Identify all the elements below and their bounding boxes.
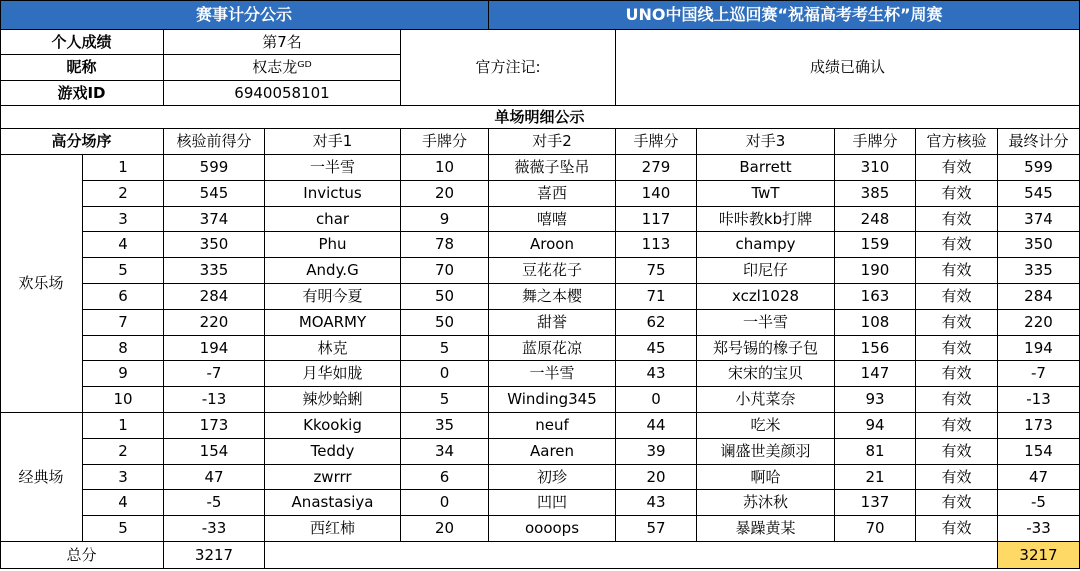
table-cell-round-no: 4	[83, 232, 164, 258]
table-cell-pre-score: 173	[164, 413, 265, 439]
table-cell-verify-status: 有效	[916, 336, 998, 361]
table-cell-hand-score1: 20	[401, 181, 489, 207]
table-cell-pre-score: -5	[164, 490, 265, 516]
table-cell-opponent3: 谰盛世美颜羽	[697, 439, 835, 465]
table-cell-hand-score2: 39	[616, 439, 697, 465]
table-cell-opponent2: 甜誉	[489, 310, 616, 336]
table-cell-pre-score: 220	[164, 310, 265, 336]
table-cell-final-score: -13	[998, 387, 1080, 413]
table-cell-hand-score3: 81	[835, 439, 916, 465]
table-cell-verify-status: 有效	[916, 413, 998, 439]
table-cell-opponent3: 啊哈	[697, 465, 835, 490]
table-cell-opponent1: Anastasiya	[265, 490, 401, 516]
table-cell-opponent2: 蓝原花凉	[489, 336, 616, 361]
total-spacer	[265, 542, 998, 569]
table-cell-final-score: -5	[998, 490, 1080, 516]
table-cell-pre-score: 284	[164, 284, 265, 310]
table-cell-hand-score3: 21	[835, 465, 916, 490]
game-id-label: 游戏ID	[0, 81, 164, 106]
table-cell-hand-score2: 62	[616, 310, 697, 336]
table-cell-opponent2: 初珍	[489, 465, 616, 490]
table-cell-hand-score1: 70	[401, 258, 489, 284]
table-cell-final-score: -7	[998, 361, 1080, 387]
table-cell-opponent2: 嘻嘻	[489, 207, 616, 232]
table-cell-round-no: 5	[83, 258, 164, 284]
table-cell-final-score: 599	[998, 155, 1080, 181]
table-cell-opponent2: Aaren	[489, 439, 616, 465]
table-cell-hand-score3: 190	[835, 258, 916, 284]
hand3-header: 手牌分	[835, 129, 916, 155]
table-cell-opponent1: MOARMY	[265, 310, 401, 336]
table-cell-final-score: 350	[998, 232, 1080, 258]
table-cell-opponent1: char	[265, 207, 401, 232]
table-cell-opponent2: 豆花花子	[489, 258, 616, 284]
table-cell-hand-score2: 43	[616, 361, 697, 387]
table-cell-opponent2: 凹凹	[489, 490, 616, 516]
group-label-classic: 经典场	[0, 413, 83, 542]
table-cell-opponent2: 一半雪	[489, 361, 616, 387]
table-cell-opponent3: TwT	[697, 181, 835, 207]
table-cell-opponent3: 暴躁黄某	[697, 516, 835, 542]
table-cell-verify-status: 有效	[916, 155, 998, 181]
table-cell-round-no: 10	[83, 387, 164, 413]
table-cell-round-no: 8	[83, 336, 164, 361]
table-cell-round-no: 7	[83, 310, 164, 336]
table-cell-hand-score1: 50	[401, 284, 489, 310]
table-cell-hand-score2: 279	[616, 155, 697, 181]
game-id-value: 6940058101	[164, 81, 401, 106]
table-cell-final-score: 47	[998, 465, 1080, 490]
total-label: 总分	[0, 542, 164, 569]
table-cell-hand-score1: 5	[401, 336, 489, 361]
table-cell-round-no: 1	[83, 155, 164, 181]
table-cell-opponent1: 林克	[265, 336, 401, 361]
sheet-title: 赛事计分公示	[0, 0, 489, 30]
total-final-value: 3217	[998, 542, 1080, 569]
nickname-value: 权志龙ᴳᴰ	[164, 55, 401, 81]
table-cell-verify-status: 有效	[916, 284, 998, 310]
final-score-header: 最终计分	[998, 129, 1080, 155]
table-cell-opponent3: champy	[697, 232, 835, 258]
table-cell-hand-score2: 75	[616, 258, 697, 284]
table-cell-pre-score: 47	[164, 465, 265, 490]
table-cell-opponent3: xczl1028	[697, 284, 835, 310]
table-cell-hand-score2: 140	[616, 181, 697, 207]
table-cell-opponent2: Winding345	[489, 387, 616, 413]
table-cell-verify-status: 有效	[916, 232, 998, 258]
table-cell-round-no: 9	[83, 361, 164, 387]
rank-label: 个人成绩	[0, 30, 164, 55]
table-cell-opponent3: 咔咔教kb打牌	[697, 207, 835, 232]
table-cell-round-no: 3	[83, 465, 164, 490]
table-cell-verify-status: 有效	[916, 207, 998, 232]
table-cell-opponent1: 月华如胧	[265, 361, 401, 387]
event-title: UNO中国线上巡回赛“祝福高考考生杯”周赛	[489, 0, 1080, 30]
table-cell-opponent3: 郑号锡的橡子包	[697, 336, 835, 361]
table-cell-final-score: 194	[998, 336, 1080, 361]
table-cell-hand-score3: 137	[835, 490, 916, 516]
table-cell-hand-score3: 385	[835, 181, 916, 207]
table-cell-verify-status: 有效	[916, 490, 998, 516]
hand1-header: 手牌分	[401, 129, 489, 155]
official-note-value: 成绩已确认	[616, 30, 1080, 106]
table-cell-opponent1: Phu	[265, 232, 401, 258]
table-cell-verify-status: 有效	[916, 258, 998, 284]
table-cell-hand-score3: 70	[835, 516, 916, 542]
opponent1-header: 对手1	[265, 129, 401, 155]
table-cell-final-score: 154	[998, 439, 1080, 465]
table-cell-hand-score2: 57	[616, 516, 697, 542]
table-cell-final-score: 220	[998, 310, 1080, 336]
table-cell-hand-score1: 6	[401, 465, 489, 490]
table-cell-verify-status: 有效	[916, 439, 998, 465]
table-cell-pre-score: 154	[164, 439, 265, 465]
nickname-label: 昵称	[0, 55, 164, 81]
table-cell-final-score: 173	[998, 413, 1080, 439]
group-label-fun: 欢乐场	[0, 155, 83, 413]
table-cell-hand-score2: 117	[616, 207, 697, 232]
table-cell-hand-score2: 20	[616, 465, 697, 490]
table-cell-opponent1: 一半雪	[265, 155, 401, 181]
table-cell-opponent3: 吃米	[697, 413, 835, 439]
table-cell-hand-score2: 44	[616, 413, 697, 439]
table-cell-opponent3: Barrett	[697, 155, 835, 181]
table-cell-opponent1: zwrrr	[265, 465, 401, 490]
table-cell-final-score: -33	[998, 516, 1080, 542]
table-cell-opponent3: 苏沐秋	[697, 490, 835, 516]
table-cell-hand-score1: 78	[401, 232, 489, 258]
table-cell-hand-score3: 163	[835, 284, 916, 310]
table-cell-final-score: 545	[998, 181, 1080, 207]
table-cell-round-no: 2	[83, 181, 164, 207]
table-cell-opponent3: 印尼仔	[697, 258, 835, 284]
table-cell-hand-score3: 108	[835, 310, 916, 336]
detail-title: 单场明细公示	[0, 106, 1080, 129]
table-cell-opponent2: Aroon	[489, 232, 616, 258]
table-cell-round-no: 6	[83, 284, 164, 310]
table-cell-final-score: 335	[998, 258, 1080, 284]
table-cell-final-score: 284	[998, 284, 1080, 310]
table-cell-opponent3: 一半雪	[697, 310, 835, 336]
table-cell-hand-score1: 0	[401, 361, 489, 387]
table-cell-pre-score: 335	[164, 258, 265, 284]
table-cell-hand-score1: 10	[401, 155, 489, 181]
opponent2-header: 对手2	[489, 129, 616, 155]
table-cell-round-no: 1	[83, 413, 164, 439]
table-cell-hand-score1: 20	[401, 516, 489, 542]
table-cell-round-no: 2	[83, 439, 164, 465]
hand2-header: 手牌分	[616, 129, 697, 155]
table-cell-opponent1: Andy.G	[265, 258, 401, 284]
table-cell-hand-score2: 71	[616, 284, 697, 310]
table-cell-opponent1: 辣炒蛤蜊	[265, 387, 401, 413]
table-cell-pre-score: -13	[164, 387, 265, 413]
table-cell-opponent2: oooops	[489, 516, 616, 542]
table-cell-verify-status: 有效	[916, 465, 998, 490]
rank-value: 第7名	[164, 30, 401, 55]
table-cell-pre-score: -7	[164, 361, 265, 387]
table-cell-round-no: 4	[83, 490, 164, 516]
table-cell-hand-score3: 147	[835, 361, 916, 387]
table-cell-opponent3: 宋宋的宝贝	[697, 361, 835, 387]
table-cell-opponent1: 西红柿	[265, 516, 401, 542]
table-cell-hand-score1: 50	[401, 310, 489, 336]
table-cell-hand-score2: 43	[616, 490, 697, 516]
table-cell-opponent1: 有明今夏	[265, 284, 401, 310]
round-header: 高分场序	[0, 129, 164, 155]
table-cell-hand-score3: 248	[835, 207, 916, 232]
table-cell-verify-status: 有效	[916, 387, 998, 413]
table-cell-hand-score1: 34	[401, 439, 489, 465]
table-cell-opponent1: Teddy	[265, 439, 401, 465]
table-cell-verify-status: 有效	[916, 181, 998, 207]
table-cell-round-no: 5	[83, 516, 164, 542]
table-cell-opponent2: neuf	[489, 413, 616, 439]
table-cell-opponent3: 小芃菜奈	[697, 387, 835, 413]
table-cell-hand-score3: 156	[835, 336, 916, 361]
table-cell-hand-score1: 0	[401, 490, 489, 516]
table-cell-opponent2: 舞之本樱	[489, 284, 616, 310]
table-cell-pre-score: 194	[164, 336, 265, 361]
table-cell-final-score: 374	[998, 207, 1080, 232]
table-cell-opponent2: 薇薇子坠吊	[489, 155, 616, 181]
table-cell-verify-status: 有效	[916, 310, 998, 336]
table-cell-pre-score: -33	[164, 516, 265, 542]
table-cell-verify-status: 有效	[916, 361, 998, 387]
table-cell-verify-status: 有效	[916, 516, 998, 542]
table-cell-hand-score2: 0	[616, 387, 697, 413]
table-cell-pre-score: 545	[164, 181, 265, 207]
table-cell-opponent1: Invictus	[265, 181, 401, 207]
table-cell-opponent2: 喜西	[489, 181, 616, 207]
verify-header: 官方核验	[916, 129, 998, 155]
table-cell-hand-score2: 45	[616, 336, 697, 361]
table-cell-pre-score: 374	[164, 207, 265, 232]
table-cell-pre-score: 599	[164, 155, 265, 181]
table-cell-hand-score3: 93	[835, 387, 916, 413]
table-cell-opponent1: Kkookig	[265, 413, 401, 439]
table-cell-round-no: 3	[83, 207, 164, 232]
table-cell-hand-score3: 94	[835, 413, 916, 439]
table-cell-hand-score1: 5	[401, 387, 489, 413]
table-cell-pre-score: 350	[164, 232, 265, 258]
opponent3-header: 对手3	[697, 129, 835, 155]
table-cell-hand-score3: 159	[835, 232, 916, 258]
pre-score-header: 核验前得分	[164, 129, 265, 155]
table-cell-hand-score2: 113	[616, 232, 697, 258]
official-note-label: 官方注记:	[401, 30, 616, 106]
total-value: 3217	[164, 542, 265, 569]
table-cell-hand-score1: 35	[401, 413, 489, 439]
table-cell-hand-score1: 9	[401, 207, 489, 232]
table-cell-hand-score3: 310	[835, 155, 916, 181]
